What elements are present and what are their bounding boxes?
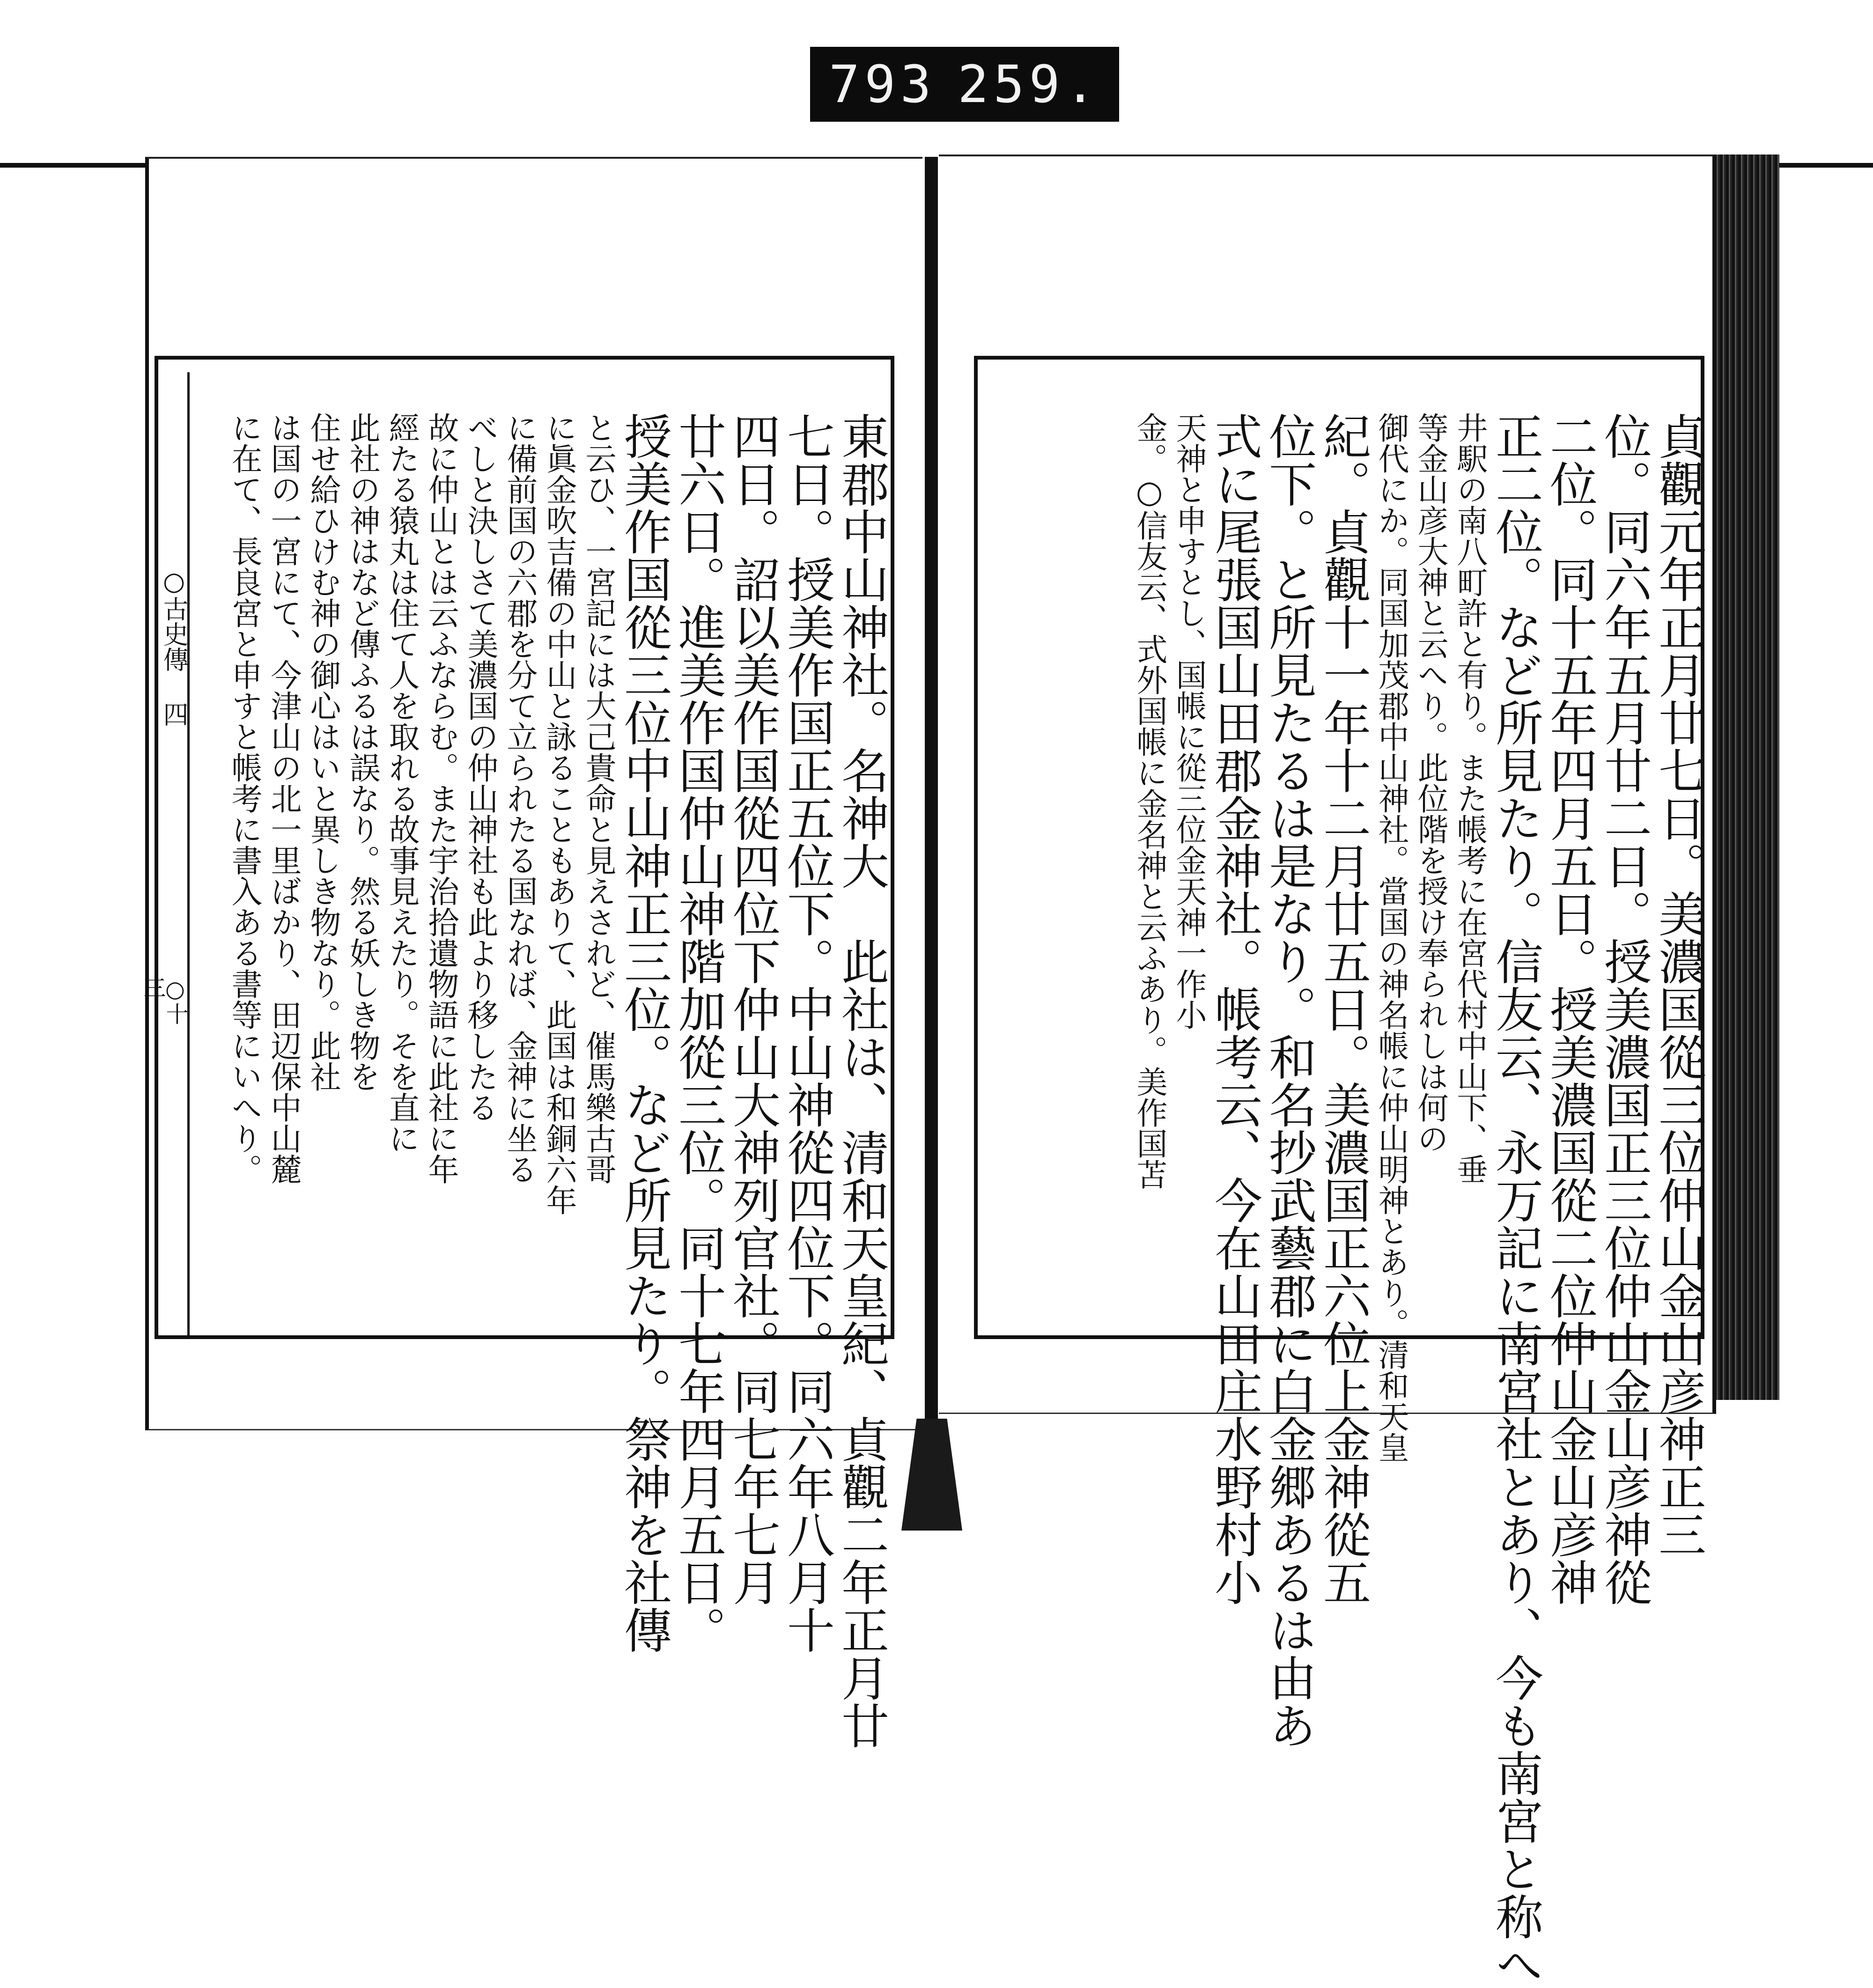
text-column: 住せ給ひけむ神の御心はいと異しき物なり。此社 — [305, 412, 341, 1092]
text-column: 位下。と所見たるは是なり。和名抄武藝郡に白金郷あるは由あ — [1261, 412, 1317, 1749]
right-page-text — [990, 412, 1706, 1988]
text-column: に眞金吹吉備の中山と詠ることもありて、此国は和銅六年 — [541, 412, 577, 1215]
text-column: と云ひ、一宮記には大己貴命と見えされど、催馬樂古哥 — [580, 412, 616, 1185]
text-column: 金。○信友云、式外国帳に金名神と云ふあり。美作国苫 — [1131, 412, 1167, 1190]
text-column: 此社の神はなど傳ふるは誤なり。然る妖しき物を — [344, 412, 380, 1092]
text-column: 廿六日。進美作国仲山神階加從三位。同十七年四月五日。 — [671, 412, 726, 1654]
text-column: に備前国の六郡を分て立られたる国なれば、金神に坐る — [501, 412, 538, 1185]
page-number: ○十三 — [140, 976, 188, 1025]
text-column: 經たる猿丸は住て人を取れる故事見えたり。そを直に — [383, 412, 420, 1154]
text-column: べしと決しさて美濃国の仲山神社も此より移したる — [462, 412, 498, 1123]
film-label — [810, 47, 1119, 122]
spine-foot — [901, 1419, 962, 1531]
text-column: 七日。授美作国正五位下。中山神從四位下。同六年八月十 — [779, 412, 835, 1654]
book-spine — [925, 157, 938, 1430]
film-number-right: 259. — [958, 54, 1100, 114]
film-number-left: 793 — [829, 54, 936, 114]
text-column: 御代にか。同国加茂郡中山神社。當国の神名帳に仲山明神とあり。清和天皇 — [1373, 412, 1409, 1463]
text-column: 四日。詔以美作国從四位下仲山大神列官社。同七年七月 — [725, 412, 781, 1606]
text-column: 二位。同十五年四月五日。授美濃国從二位仲山金山彦神 — [1542, 412, 1598, 1606]
text-column: 貞觀元年正月廿七日。美濃国從三位仲山金山彦神正三 — [1651, 412, 1706, 1558]
page-edges — [1714, 155, 1779, 1400]
rule-top-left — [0, 163, 155, 168]
text-column: 正二位。など所見たり。信友云、永万記に南宮社とあり、今も南宮と称へ — [1488, 412, 1543, 1988]
text-column: 式に尾張国山田郡金神社。帳考云、今在山田庄水野村小 — [1207, 412, 1262, 1606]
text-column: 井駅の南八町許と有り。また帳考に在宮代村中山下、垂 — [1452, 412, 1488, 1185]
text-column: 授美作国從三位中山神正三位。など所見たり。祭神を社傳 — [616, 412, 672, 1654]
text-column: に在て、長良宮と申すと帳考に書入ある書等にいへり。 — [226, 412, 262, 1185]
text-column: 故に仲山とは云ふならむ。また宇治拾遺物語に此社に年 — [423, 412, 459, 1185]
rule-top-right — [1770, 163, 1873, 168]
text-column: 位。同六年五月廿二日。授美濃国正三位仲山金山彦神從 — [1596, 412, 1652, 1606]
text-column: は国の一宮にて、今津山の北一里ばかり、田辺保中山麓 — [265, 412, 302, 1185]
text-column: 等金山彦大神と云へり。此位階を授け奉られしは何の — [1412, 412, 1448, 1154]
left-page-text — [211, 412, 889, 1749]
text-column: 紀。貞觀十一年十二月廿五日。美濃国正六位上金神從五 — [1315, 412, 1371, 1606]
margin-rule — [187, 372, 190, 1337]
running-title: ○古史傳 四 — [159, 567, 189, 727]
text-column: 天神と申すとし、国帳に從三位金天神一作小 — [1171, 412, 1207, 1030]
text-column: 東郡中山神社。名神大 此社は、清和天皇紀、貞觀二年正月廿 — [833, 412, 889, 1749]
